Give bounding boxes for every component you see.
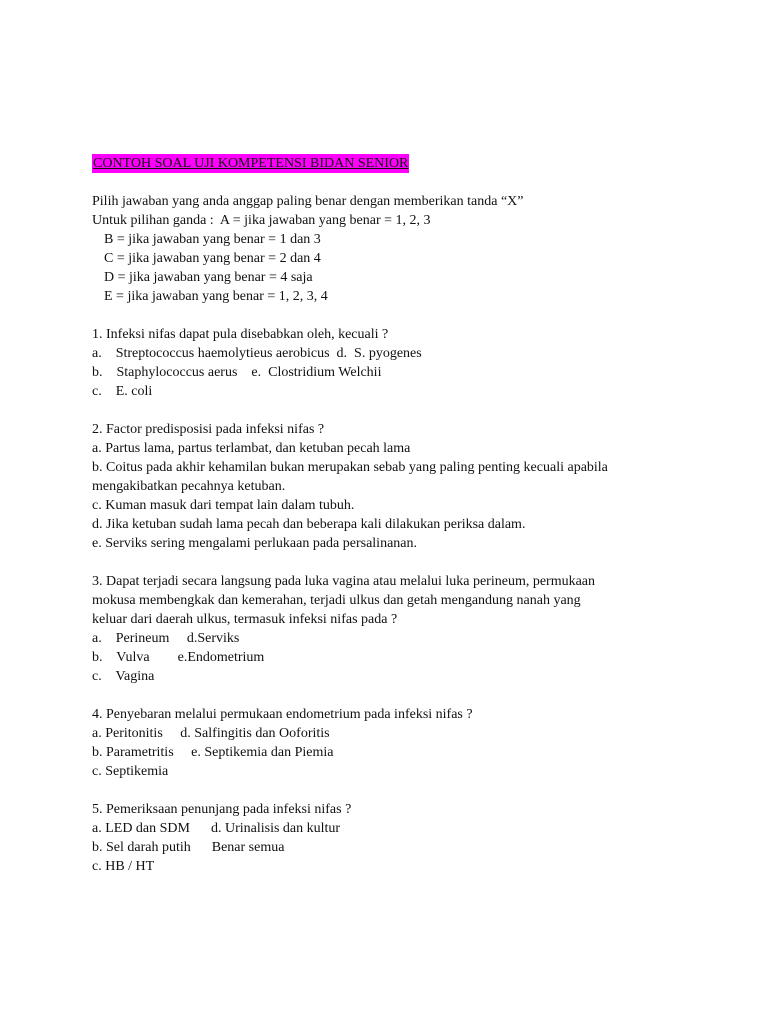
question-4-answer: b. Parametritis e. Septikemia dan Piemia [92, 745, 334, 760]
question-5-answer: b. Sel darah putih Benar semua [92, 840, 285, 855]
spacer [92, 686, 732, 705]
question-2-text: 2. Factor predisposisi pada infeksi nifas ? [92, 422, 325, 437]
question-4-text: 4. Penyebaran melalui permukaan endometrium pada infeksi nifas ? [92, 707, 473, 722]
question-1-answer: b. Staphylococcus aerus e. Clostridium Welchii [92, 365, 382, 380]
question-1-answer: c. E. coli [92, 384, 153, 399]
question-5-answer: a. LED dan SDM d. Urinalisis dan kultur [92, 821, 341, 836]
question-3-answer: a. Perineum d.Serviks [92, 631, 240, 646]
option-key-line: B = jika jawaban yang benar = 1 dan 3 [104, 232, 321, 247]
question-3-text: keluar dari daerah ulkus, termasuk infeksi nifas pada ? [92, 612, 398, 627]
question-5-answer: c. HB / HT [92, 859, 155, 874]
spacer [92, 781, 732, 800]
spacer [92, 173, 732, 192]
question-4-answer: a. Peritonitis d. Salfingitis dan Ooforitis [92, 726, 330, 741]
question-1-text: 1. Infeksi nifas dapat pula disebabkan oleh, kecuali ? [92, 327, 389, 342]
spacer [92, 553, 732, 572]
question-2-answer: e. Serviks sering mengalami perlukaan pada persalinanan. [92, 536, 417, 551]
question-3-text: mokusa membengkak dan kemerahan, terjadi ulkus dan getah mengandung nanah yang [92, 593, 581, 608]
question-5-text: 5. Pemeriksaan penunjang pada infeksi nifas ? [92, 802, 352, 817]
question-2-answer: mengakibatkan pecahnya ketuban. [92, 479, 286, 494]
question-3-answer: b. Vulva e.Endometrium [92, 650, 265, 665]
document-title: CONTOH SOAL UJI KOMPETENSI BIDAN SENIOR [93, 156, 409, 171]
instruction-line: Untuk pilihan ganda : A = jika jawaban yang benar = 1, 2, 3 [92, 213, 431, 228]
spacer [92, 306, 732, 325]
instruction-line: Pilih jawaban yang anda anggap paling benar dengan memberikan tanda “X” [92, 194, 524, 209]
question-2-answer: d. Jika ketuban sudah lama pecah dan beberapa kali dilakukan periksa dalam. [92, 517, 526, 532]
spacer [92, 401, 732, 420]
question-3-answer: c. Vagina [92, 669, 155, 684]
option-key-line: D = jika jawaban yang benar = 4 saja [104, 270, 313, 285]
title-line [92, 154, 732, 173]
question-1-answer: a. Streptococcus haemolytieus aerobicus d. S. pyogenes [92, 346, 422, 361]
question-2-answer: c. Kuman masuk dari tempat lain dalam tubuh. [92, 498, 355, 513]
question-3-text: 3. Dapat terjadi secara langsung pada luka vagina atau melalui luka perineum, permukaan [92, 574, 596, 589]
question-2-answer: b. Coitus pada akhir kehamilan bukan merupakan sebab yang paling penting kecuali apabila [92, 460, 608, 475]
option-key-line: E = jika jawaban yang benar = 1, 2, 3, 4 [104, 289, 328, 304]
document-content [92, 154, 732, 876]
option-key-line: C = jika jawaban yang benar = 2 dan 4 [104, 251, 321, 266]
question-4-answer: c. Septikemia [92, 764, 169, 779]
question-2-answer: a. Partus lama, partus terlambat, dan ketuban pecah lama [92, 441, 411, 456]
